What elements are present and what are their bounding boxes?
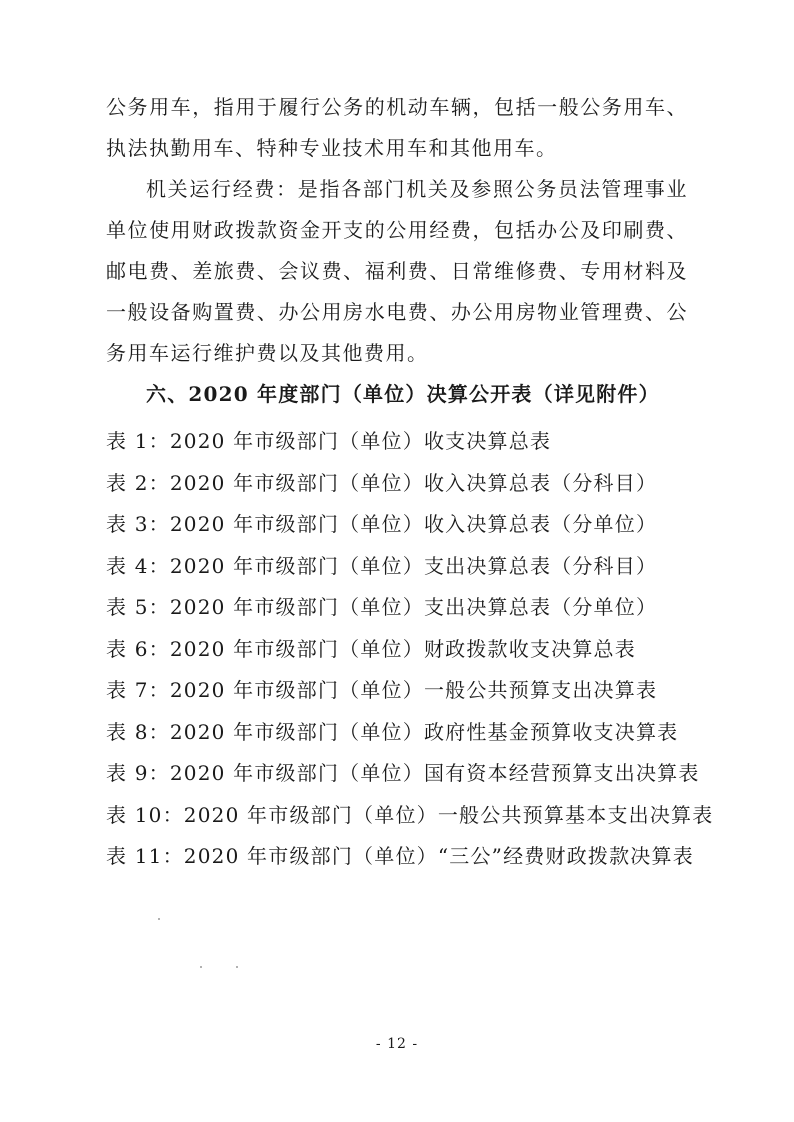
scan-speck — [236, 966, 238, 968]
list-item: 表 8：2020 年市级部门（单位）政府性基金预算收支决算表 — [106, 719, 679, 744]
list-item: 表 6：2020 年市级部门（单位）财政拨款收支决算总表 — [106, 636, 636, 661]
paragraph-official-vehicles: 公务用车，指用于履行公务的机动车辆，包括一般公务用车、执法执勤用车、特种专业技术用车和其他用车。 — [106, 95, 688, 160]
scan-speck — [200, 966, 202, 968]
list-item: 表 10：2020 年市级部门（单位）一般公共预算基本支出决算表 — [106, 802, 714, 827]
list-item: 表 2：2020 年市级部门（单位）收入决算总表（分科目） — [106, 470, 658, 495]
list-item: 表 3：2020 年市级部门（单位）收入决算总表（分单位） — [106, 512, 658, 536]
list-item: 表 7：2020 年市级部门（单位）一般公共预算支出决算表 — [106, 678, 658, 702]
page-number: - 12 - — [375, 1036, 419, 1052]
section-heading: 六、2020 年度部门（单位）决算公开表（详见附件） — [146, 382, 660, 406]
list-item: 表 9：2020 年市级部门（单位）国有资本经营预算支出决算表 — [106, 761, 700, 785]
list-item: 表 1：2020 年市级部门（单位）收支决算总表 — [106, 429, 552, 453]
attachment-table-list — [106, 421, 713, 878]
paragraph-operating-expenses: 机关运行经费：是指各部门机关及参照公务员法管理事业单位使用财政拨款资金开支的公用经费，包括办公及印刷费、邮电费、差旅费、会议费、福利费、日常维修费、专用材料及一般设备购置费、办公用房水电费、办公用房物业管理费、公务用车运行维护费以及其他费用。 — [106, 177, 688, 365]
list-item: 表 11：2020 年市级部门（单位）“三公”经费财政拨款决算表 — [106, 844, 694, 868]
list-item: 表 4：2020 年市级部门（单位）支出决算总表（分科目） — [106, 553, 658, 578]
list-item: 表 5：2020 年市级部门（单位）支出决算总表（分单位） — [106, 595, 658, 619]
scan-speck — [158, 918, 160, 920]
